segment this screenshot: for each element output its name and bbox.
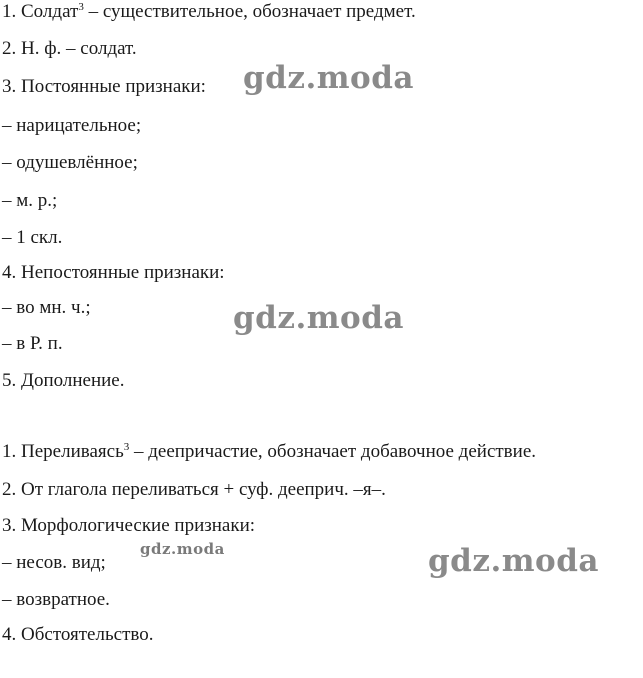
text-line-16: – возвратное. bbox=[2, 589, 110, 610]
text-line-13: 2. От глагола переливаться + суф. дееприч. –я–. bbox=[2, 479, 386, 500]
watermark-logo: gdz.moda bbox=[428, 543, 599, 579]
term-perelivayas: 1. Переливаясь bbox=[2, 441, 124, 462]
text-line-15: – несов. вид; bbox=[2, 552, 106, 573]
superscript-3: 3 bbox=[78, 1, 84, 13]
watermark-logo: gdz.moda bbox=[243, 60, 414, 96]
text-line-3: 3. Постоянные признаки: bbox=[2, 76, 206, 97]
text-line-14: 3. Морфологические признаки: bbox=[2, 515, 256, 536]
term-soldat: 1. Солдат bbox=[2, 1, 79, 22]
text-line-9: – во мн. ч.; bbox=[2, 297, 91, 318]
text-line-10: – в Р. п. bbox=[2, 333, 63, 354]
text-line-8: 4. Непостоянные признаки: bbox=[2, 262, 225, 283]
term-description: – существительное, обозначает предмет. bbox=[83, 1, 416, 22]
superscript-3: 3 bbox=[123, 441, 130, 453]
text-line-2: 2. Н. ф. – солдат. bbox=[2, 38, 137, 59]
text-line-7: – 1 скл. bbox=[2, 227, 63, 248]
text-line-1 bbox=[2, 1, 416, 23]
watermark-logo: gdz.moda bbox=[140, 540, 225, 558]
text-line-6: – м. р.; bbox=[2, 190, 58, 211]
term-description: – деепричастие, обозначает добавочное действие. bbox=[129, 441, 536, 462]
text-line-17: 4. Обстоятельство. bbox=[2, 624, 154, 645]
watermark-logo: gdz.moda bbox=[233, 300, 404, 336]
text-line-11: 5. Дополнение. bbox=[2, 370, 125, 391]
text-line-12 bbox=[2, 441, 536, 463]
text-line-5: – одушевлённое; bbox=[2, 152, 138, 173]
text-line-4: – нарицательное; bbox=[2, 115, 142, 136]
